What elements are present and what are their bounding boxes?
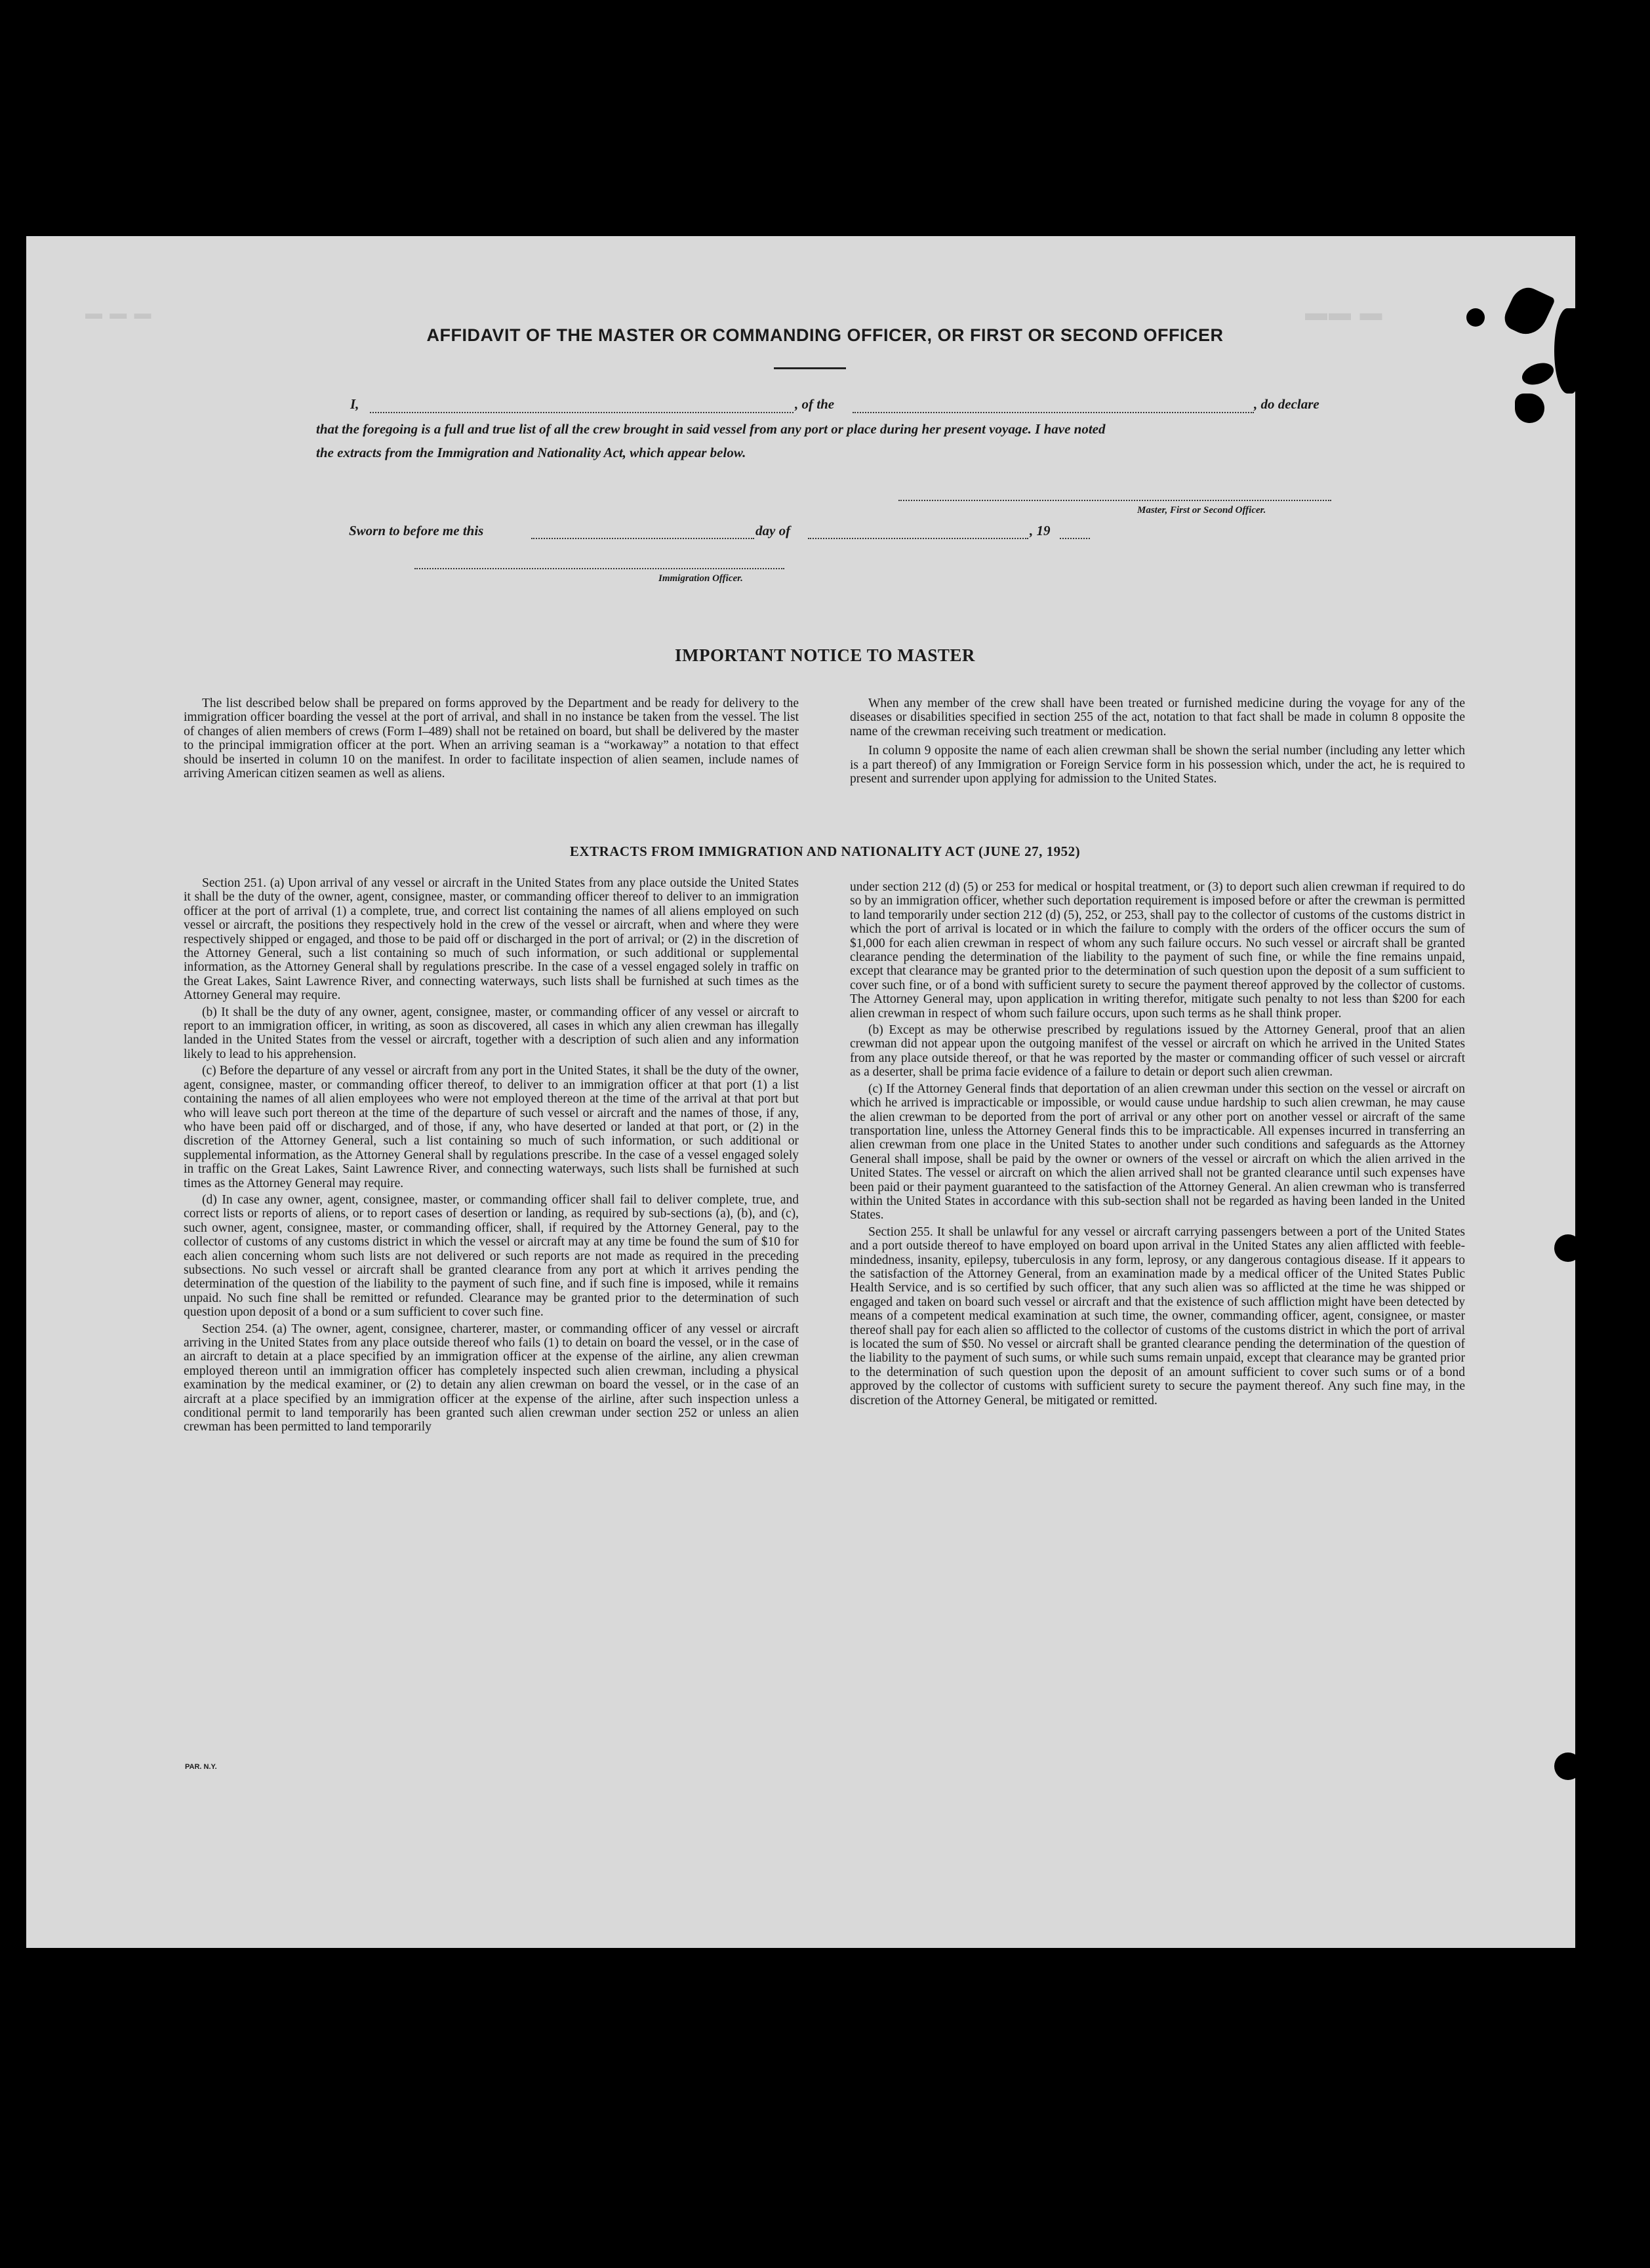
master-signature-field[interactable] [898,500,1331,501]
bleed-through-mark: ▬ ▬ ▬ [85,303,153,323]
sworn-day-field[interactable] [531,538,754,539]
extracts-left-column [184,876,799,1758]
notice-paragraph: When any member of the crew shall have been treated or furnished medicine during the voyage for any of the diseases or disabilities specified in section 255 of the act, notation to that fact shall be made in column 8 opposite the name of the crewman receiving such treatment or medication. [850,697,1465,739]
extract-paragraph: under section 212 (d) (5) or 253 for medical or hospital treatment, or (3) to deport such alien crewman if required to do so by an immigration officer, whether such deportation requirement is imposed before or after the crewman is permitted to land temporarily under section 212 (d) (5), 252, or 253, shall pay to the collector of customs of the customs district in which the port of arrival is located or in which the failure to comply with the orders of the officer occurs the sum of $1,000 for each alien crewman in respect of whom any such failure occurs. No such vessel or aircraft shall be granted clearance pending the determination of the liability to the payment of such fine, or while the fine remains unpaid, except that clearance may be granted prior to the determination of such question upon the deposit of a sum sufficient to cover such fine, or of a bond with sufficient surety to secure the payment thereof approved by the collector of customs. The Attorney General may, upon application in writing therefor, mitigate such penalty to not less than $200 for each alien crewman in respect of whom such failure occurs, upon such terms as he shall think proper. [850,880,1465,1021]
sworn-year-label: , 19 [1030,523,1051,538]
printer-mark: PAR. N.Y. [185,1763,217,1771]
extract-paragraph: (c) Before the departure of any vessel or aircraft from any port in the United States, it shall be the duty of the owner, agent, consignee, master, or commanding officer thereof, to deliver to an immigration officer at that port (1) a list containing the names of all alien employees who were not employed thereon at the time of the arrival at that port but who will leave such port thereon at the time of the departure of such vessel or aircraft and the names of those, if any, who have been paid off or discharged, and of those, if any, who have deserted or landed at that port, or (2) in the discretion of the Attorney General, such a list containing so much of such information, or such additional or supplemental information, as the Attorney General shall by regulations prescribe. In the case of a vessel engaged solely in traffic on the Great Lakes, Saint Lawrence River, and connecting waterways, such lists shall be furnished at such times as the Attorney General may require. [184,1064,799,1190]
extract-paragraph: Section 254. (a) The owner, agent, consignee, charterer, master, or commanding officer of any vessel or aircraft arriving in the United States from any place outside thereof who fails (1) to detain on board the vessel, or in the case of an aircraft to detain at a place specified by an immigration officer at the expense of the airline, any alien crewman employed thereon until an immigration officer has completely inspected such alien crewman, including a physical examination by the medical examiner, or (2) to detain any alien crewman on board the vessel, or in the case of an aircraft at a place specified by an immigration officer at the expense of the airline, after such inspection unless a conditional permit to land temporarily has been granted such alien crewman under section 252 or unless an alien crewman has been permitted to land temporarily [184,1322,799,1434]
declaration-statement: that the foregoing is a full and true list of all the crew brought in said vessel from any port or place during her present voyage. I have noted [316,421,1106,437]
immigration-officer-signature-field[interactable] [414,568,784,569]
affidavit-title: AFFIDAVIT OF THE MASTER OR COMMANDING OFFICER, OR FIRST OR SECOND OFFICER [426,325,1224,345]
notice-paragraph: In column 9 opposite the name of each alien crewman shall be shown the serial number (including any letter which is a part thereof) of any Immigration or Foreign Service form in his possession which, under the act, he is required to present and surrender upon applying for admission to the United States. [850,744,1465,786]
extract-paragraph: Section 251. (a) Upon arrival of any vessel or aircraft in the United States from any place outside the United States it shall be the duty of the owner, agent, consignee, master, or commanding officer thereof to deliver to an immigration officer at the port of arrival (1) a complete, true, and correct list containing the names of all aliens employed on such vessel or aircraft, the positions they respectively hold in the crew of the vessel or aircraft, when and where they were respectively shipped or engaged, and those to be paid off or discharged in the port of arrival; or (2) in the discretion of the Attorney General, such a list containing so much of such information, or such additional or supplemental information, as the Attorney General shall by regulations prescribe. In the case of a vessel engaged solely in traffic on the Great Lakes, Saint Lawrence River, and connecting waterways, such lists shall be furnished at such times as the Attorney General may require. [184,876,799,1003]
sworn-statement-label: Sworn to before me this [349,523,484,538]
punch-hole [1554,1234,1582,1262]
torn-edge [1466,308,1485,327]
notice-right-column [850,697,1465,836]
divider [774,367,846,369]
extract-paragraph: (b) It shall be the duty of any owner, agent, consignee, master, or commanding officer of any vessel or aircraft to report to an immigration officer, in writing, as soon as discovered, all cases in which any alien crewman has illegally landed in the United States from the vessel or aircraft, together with a description of such alien and any information likely to lead to his apprehension. [184,1005,799,1061]
notice-left-column [184,697,799,834]
declaration-do-declare-label: , do declare [1254,396,1319,412]
extract-paragraph: (b) Except as may be otherwise prescribed by regulations issued by the Attorney General, proof that an alien crewman did not appear upon the outgoing manifest of the vessel or aircraft on which he arrived in the United States from any place outside thereof, or that he was reported by the master or commanding officer of such vessel or aircraft as a deserter, shall be prima facie evidence of a failure to detain or deport such alien crewman. [850,1023,1465,1080]
declaration-statement: the extracts from the Immigration and Nationality Act, which appear below. [316,445,746,460]
extract-paragraph: (d) In case any owner, agent, consignee, master, or commanding officer shall fail to deliver complete, true, and correct lists or reports of aliens, or to report cases of desertion or landing, as required by sub-sections (a), (b), and (c), such owner, agent, consignee, master, or commanding officer, shall, if required by the Attorney General, pay to the collector of customs of any customs district in which the vessel or aircraft may at any time be found the sum of $10 for each alien concerning whom such lists are not delivered or such reports are not made as required in the preceding subsections. No such vessel or aircraft shall be granted clearance from any port at which it arrives pending the determination of the question of the liability to the payment of such fine, and if such fine is imposed, while it remains unpaid. No such fine shall be remitted or refunded. Clearance may be granted prior to the determination of such question upon deposit of a bond or a sum sufficient to cover such fine. [184,1192,799,1320]
immigration-officer-caption: Immigration Officer. [658,573,743,584]
notice-paragraph: The list described below shall be prepared on forms approved by the Department and be ready for delivery to the immigration officer boarding the vessel at the port of arrival, and shall in no instance be taken from the vessel. The list of changes of alien members of crews (Form I–489) shall not be retained on board, but shall be delivered by the master to the principal immigration officer at the port. When an arriving seaman is a “workaway” a notation to that effect should be inserted in column 10 on the manifest. In order to facilitate inspection of alien seamen, include names of arriving American citizen seamen as well as aliens. [184,697,799,781]
master-signature-caption: Master, First or Second Officer. [1137,505,1266,516]
sworn-day-of-label: day of [755,523,791,538]
vessel-name-field[interactable] [853,412,1254,413]
sworn-month-field[interactable] [808,538,1028,539]
punch-hole [1554,1752,1582,1780]
torn-edge [1515,394,1544,423]
sworn-year-field[interactable] [1060,538,1090,539]
declaration-i-label: I, [350,396,359,412]
extract-paragraph: (c) If the Attorney General finds that deportation of an alien crewman under this section on the vessel or aircraft on which he arrived is impracticable or impossible, or would cause undue hardship to such alien crewman, he may cause the alien crewman to be deported from the port of arrival or any other port on another vessel or aircraft of the same transportation line, unless the Attorney General finds this to be impracticable. All expenses incurred in transferring an alien crewman from one place in the United States to another under such conditions and safeguards as the Attorney General shall impose, shall be paid by the owner or owners of the vessel or aircraft on which the alien arrived in the United States. The vessel or aircraft on which the alien arrived shall not be granted clearance until such expenses have been paid or their payment guaranteed to the satisfaction of the Attorney General. An alien crewman who is transferred within the United States in accordance with this sub-section shall not be regarded as having been landed in the United States. [850,1082,1465,1223]
extracts-right-column [850,880,1465,1756]
declarant-name-field[interactable] [370,412,794,413]
declaration-of-the-label: , of the [795,396,835,412]
extract-paragraph: Section 255. It shall be unlawful for any vessel or aircraft carrying passengers between a port of the United States and a port outside thereof to have employed on board upon arrival in the United States any alien afflicted with feeble-mindedness, insanity, epilepsy, tuberculosis in any form, leprosy, or any dangerous contagious disease. If it appears to the satisfaction of the Attorney General, from an examination made by a medical officer of the United States Public Health Service, and is so certified by such officer, that any such alien was so afflicted at the time he was shipped or engaged and taken on board such vessel or aircraft and that the existence of such affliction might have been detected by means of a competent medical examination at such time, the owner, commanding officer, agent, consignee, or master thereof shall pay for each alien so afflicted to the collector of customs of the customs district in which the port of arrival is located the sum of $50. No vessel or aircraft shall be granted clearance pending the determination of the question of the liability to the payment of such sums, or while such sums remain unpaid, except that clearance may be granted prior to the determination of such question upon the deposit of an amount sufficient to cover such sums or of a bond approved by the collector of customs with sufficient surety to secure the payment thereof. Any such fine may, in the discretion of the Attorney General, be mitigated or remitted. [850,1225,1465,1407]
torn-edge [1554,308,1580,394]
extracts-title: EXTRACTS FROM IMMIGRATION AND NATIONALITY ACT (JUNE 27, 1952) [569,843,1081,859]
notice-title: IMPORTANT NOTICE TO MASTER [675,645,975,665]
bleed-through-mark: ▬▬ ▬ [1305,300,1384,325]
